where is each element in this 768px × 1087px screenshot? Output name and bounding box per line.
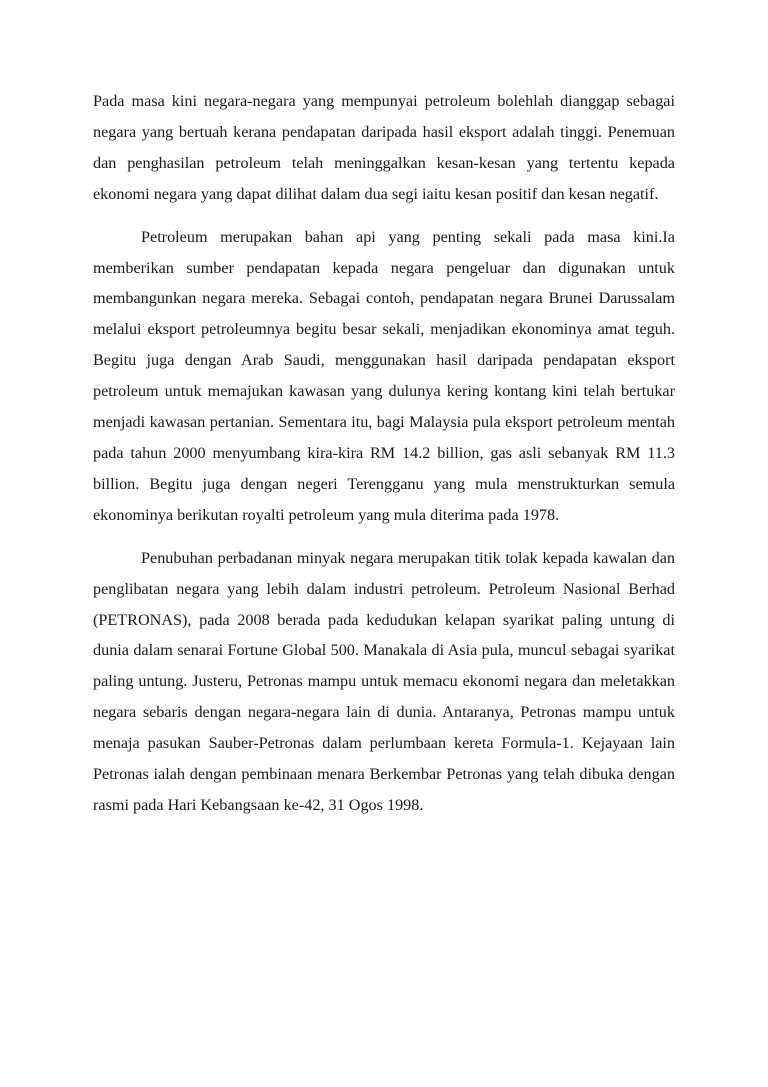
paragraph-2: Petroleum merupakan bahan api yang penting sekali pada masa kini.Ia memberikan sumber pendapatan kepada negara pengeluar dan digunakan untuk membangunkan negara mereka. Sebagai contoh, pendapatan negara Brunei Darussalam melalui eksport petroleumnya begitu besar sekali, menjadikan ekonominya amat teguh. Begitu juga dengan Arab Saudi, menggunakan hasil daripada pendapatan eksport petroleum untuk memajukan kawasan yang dulunya kering kontang kini telah bertukar menjadi kawasan pertanian. Sementara itu, bagi Malaysia pula eksport petroleum mentah pada tahun 2000 menyumbang kira-kira RM 14.2 billion, gas asli sebanyak RM 11.3 billion. Begitu juga dengan negeri Terengganu yang mula menstrukturkan semula ekonominya berikutan royalti petroleum yang mula diterima pada 1978.: [93, 227, 675, 524]
paragraph-3: Penubuhan perbadanan minyak negara merupakan titik tolak kepada kawalan dan penglibatan negara yang lebih dalam industri petroleum. Petroleum Nasional Berhad (PETRONAS), pada 2008 berada pada kedudukan kelapan syarikat paling untung di dunia dalam senarai Fortune Global 500. Manakala di Asia pula, muncul sebagai syarikat paling untung. Justeru, Petronas mampu untuk memacu ekonomi negara dan meletakkan negara sebaris dengan negara-negara lain di dunia. Antaranya, Petronas mampu untuk menaja pasukan Sauber-Petronas dalam perlumbaan kereta Formula-1. Kejayaan lain Petronas ialah dengan pembinaan menara Berkembar Petronas yang telah dibuka dengan rasmi pada Hari Kebangsaan ke-42, 31 Ogos 1998.: [93, 548, 675, 814]
paragraph-1: Pada masa kini negara-negara yang mempunyai petroleum bolehlah dianggap sebagai negara yang bertuah kerana pendapatan daripada hasil eksport adalah tinggi. Penemuan dan penghasilan petroleum telah meninggalkan kesan-kesan yang tertentu kepada ekonomi negara yang dapat dilihat dalam dua segi iaitu kesan positif dan kesan negatif.: [93, 92, 675, 203]
